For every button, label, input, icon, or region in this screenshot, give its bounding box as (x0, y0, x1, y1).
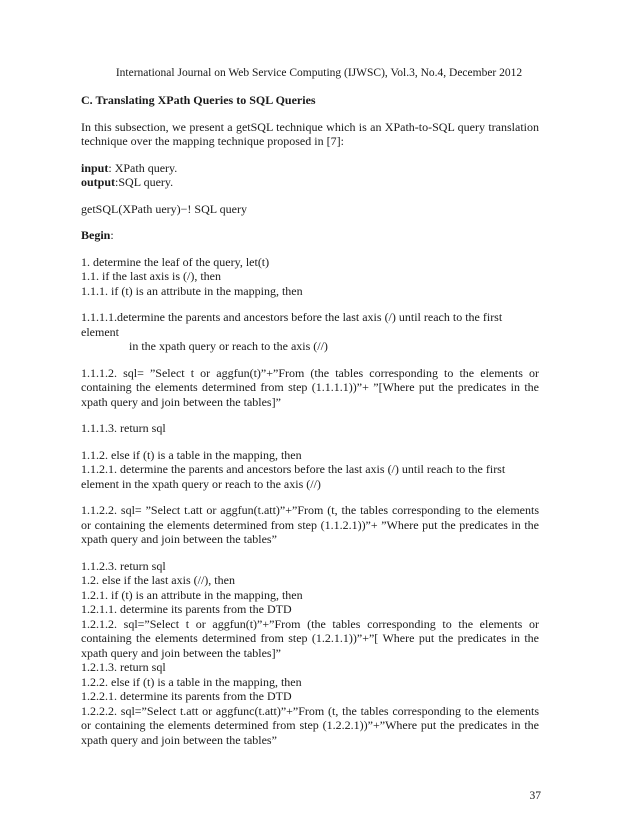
output-text: :SQL query. (115, 175, 174, 189)
input-text: : XPath query. (108, 160, 178, 175)
output-label: output (81, 175, 116, 189)
section-title: C. Translating XPath Queries to SQL Queries (81, 93, 316, 107)
page-body (81, 93, 539, 747)
step-1-1-1-1: 1.1.1.1.determine the parents and ancestors before the last axis (/) until reach to the first element (81, 310, 503, 339)
step-1: 1. determine the leaf of the query, let(t) (81, 254, 270, 269)
step-1-2-2: 1.2.2. else if (t) is a table in the mapping, then (81, 674, 302, 689)
step-1-1-1-2: 1.1.1.2. sql= ”Select t or aggfun(t)”+”From (the tables corresponding to the elements or containing the elements determined from step (1.1.1.1))”+ ”[Where put the predicates in the xpath query and join between the tables]” (81, 365, 539, 409)
step-1-2-1-3: 1.2.1.3. return sql (81, 660, 166, 674)
step-1-1-2: 1.1.2. else if (t) is a table in the mapping, then (81, 447, 302, 462)
step-1-1-2-1: 1.1.2.1. determine the parents and ancestors before the last axis (/) until reach to the first element in the xpath query or reach to the axis (//) (81, 462, 506, 491)
step-1-1-1-1-continuation: in the xpath query or reach to the axis (//) (129, 339, 328, 353)
running-header: International Journal on Web Service Computing (IJWSC), Vol.3, No.4, December 2012 (115, 67, 523, 79)
step-1-2: 1.2. else if the last axis (//), then (81, 573, 235, 587)
step-1-1-2-3: 1.1.2.3. return sql (81, 558, 166, 573)
step-1-1: 1.1. if the last axis is (/), then (81, 269, 221, 283)
step-1-2-2-2: 1.2.2.2. sql=”Select t.att or aggfunc(t.att)”+”From (t, the tables corresponding to the elements or containing the elements determined from step (1.2.2.1))”+”Where put the predicates in the xpath query and join between the tables” (81, 703, 539, 747)
input-line (81, 161, 539, 176)
step-1-2-1-2: 1.2.1.2. sql=”Select t or aggfun(t)”+”From (the tables corresponding to the elements or containing the elements determined from step (1.2.1.1))”+”[ Where put the predicates in the xpath query and join between the tables]” (81, 616, 539, 660)
step-1-1-1: 1.1.1. if (t) is an attribute in the mapping, then (81, 283, 303, 298)
step-1-1-2-2: 1.1.2.2. sql= ”Select t.att or aggfun(t.att)”+”From (t, the tables corresponding to the elements or containing the elements determined from step (1.1.2.1))”+ ”Where put the predicates in the xpath query and join between the tables” (81, 503, 539, 546)
intro-paragraph: In this subsection, we present a getSQL technique which is an XPath-to-SQL query translation technique over the mapping technique proposed in [7]: (81, 119, 539, 148)
page-number: 37 (529, 790, 541, 802)
input-label: input (81, 160, 109, 175)
function-signature: getSQL(XPath uery)−! SQL query (81, 201, 247, 216)
step-1-1-1-3: 1.1.1.3. return sql (81, 421, 166, 435)
step-1-2-1-1: 1.2.1.1. determine its parents from the DTD (81, 602, 292, 616)
begin-label: Begin (81, 228, 111, 242)
begin-colon: : (110, 228, 114, 242)
step-1-2-1: 1.2.1. if (t) is an attribute in the mapping, then (81, 587, 303, 602)
step-1-2-2-1: 1.2.2.1. determine its parents from the DTD (81, 689, 292, 703)
begin-line (81, 228, 539, 243)
output-line (81, 175, 539, 190)
